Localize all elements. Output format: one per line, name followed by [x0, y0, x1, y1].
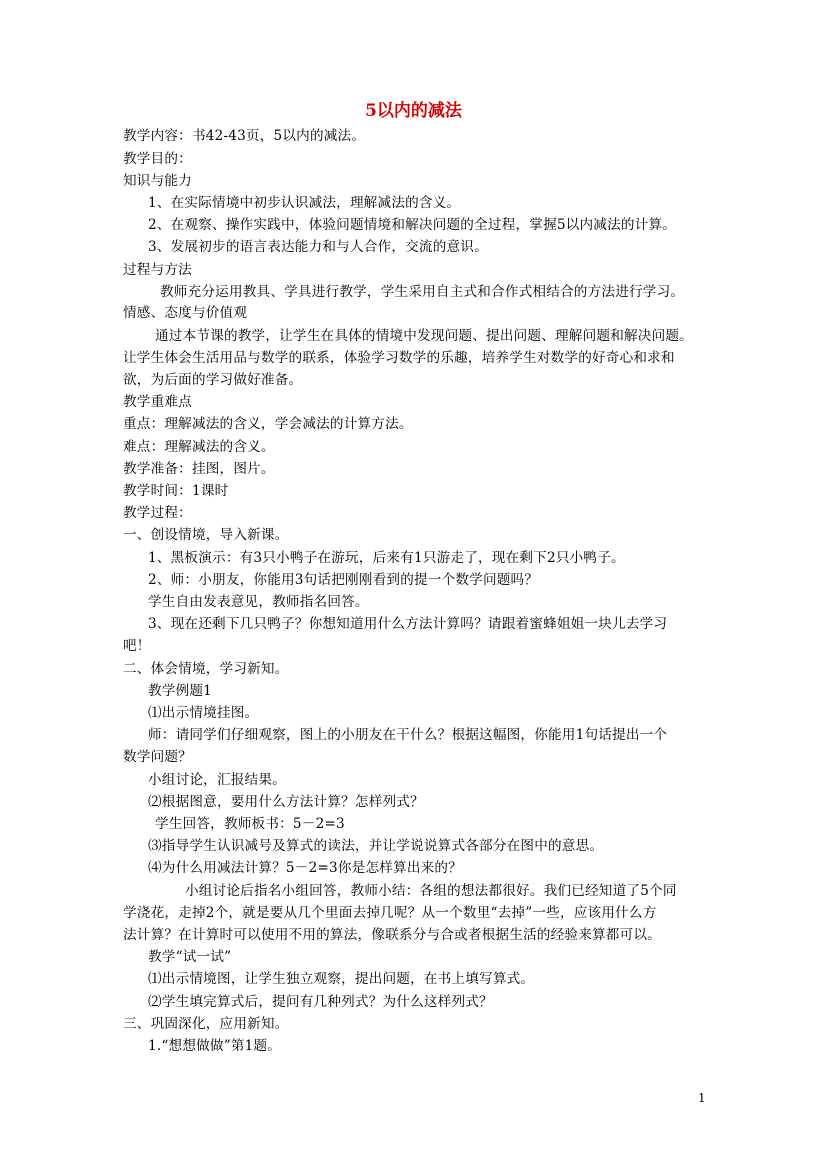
- document-title: 5以内的减法: [365, 101, 462, 121]
- text-line: 教学例题1: [148, 683, 213, 699]
- text-line: 1、黑板演示：有3只小鸭子在游玩，后来有1只游走了，现在剩下2只小鸭子。: [148, 550, 625, 566]
- text-line: 教师充分运用教具、学具进行教学，学生采用自主式和合作式相结合的方法进行学习。: [160, 284, 685, 300]
- text-line: 学生自由发表意见，教师指名回答。: [148, 594, 369, 610]
- text-line-procedure-heading: 教学过程：: [123, 505, 192, 521]
- text-line: 师：请同学们仔细观察，图上的小朋友在干什么？根据这幅图，你能用1句话提出一个: [148, 727, 668, 743]
- text-line: 数学问题？: [123, 749, 192, 765]
- text-line: 3、发展初步的语言表达能力和与人合作，交流的意识。: [148, 239, 488, 255]
- text-line: ⑵根据图意，要用什么方法计算？怎样列式？: [148, 794, 424, 810]
- text-line-attitude-heading: 情感、态度与价值观: [123, 305, 248, 321]
- text-line: 3、现在还剩下几只鸭子？你想知道用什么方法计算吗？请跟着蜜蜂姐姐一块儿去学习: [148, 616, 668, 632]
- text-line: 2、师：小朋友，你能用3句话把刚刚看到的提一个数学问题吗？: [148, 572, 539, 588]
- text-line: 法计算？在计算时可以使用不用的算法，像联系分与合或者根据生活的经验来算都可以。: [123, 927, 661, 943]
- text-line: 教学“试一试”: [148, 949, 232, 965]
- text-line: ⑶指导学生认识减号及算式的读法，并让学说说算式各部分在图中的意思。: [148, 838, 604, 854]
- text-line: 教学时间：1课时: [123, 483, 229, 499]
- text-line-process-heading: 过程与方法: [123, 262, 192, 278]
- text-line: 2、在观察、操作实践中，体验问题情境和解决问题的全过程，掌握5以内减法的计算。: [148, 217, 677, 233]
- text-line: 欲，为后面的学习做好准备。: [123, 372, 303, 388]
- text-line-section-3: 三、巩固深化，应用新知。: [123, 1016, 289, 1032]
- text-line-content: 教学内容：书42-43页，5以内的减法。: [123, 128, 366, 144]
- page-number: 1: [698, 1091, 706, 1105]
- text-line-keypoints-heading: 教学重难点: [123, 394, 192, 410]
- text-line: 吧！: [123, 638, 151, 654]
- text-line: ⑵学生填完算式后，提问有几种列式？为什么这样列式？: [148, 994, 493, 1010]
- text-line: 小组讨论后指名小组回答，教师小结：各组的想法都很好。我们已经知道了5个同: [185, 883, 677, 899]
- text-line: 1、在实际情境中初步认识减法，理解减法的含义。: [148, 195, 461, 211]
- text-line: 学浇花，走掉2个，就是要从几个里面去掉几呢？从一个数里“去掉”一些，应该用什么方: [123, 905, 657, 921]
- text-line: 难点：理解减法的含义。: [123, 439, 275, 455]
- text-line: ⑷为什么用减法计算？5－2=3你是怎样算出来的？: [148, 860, 463, 876]
- text-line: 学生回答，教师板书：5－2=3: [155, 816, 345, 832]
- text-line: 通过本节课的教学，让学生在具体的情境中发现问题、提出问题、理解问题和解决问题。: [155, 328, 693, 344]
- text-line-section-1: 一、创设情境，导入新课。: [123, 527, 289, 543]
- text-line: 教学准备：挂图，图片。: [123, 461, 275, 477]
- text-line-section-2: 二、体会情境，学习新知。: [123, 661, 289, 677]
- text-line: 1.“想想做做”第1题。: [148, 1038, 282, 1054]
- text-line-knowledge-heading: 知识与能力: [123, 173, 192, 189]
- text-line: 让学生体会生活用品与数学的联系，体验学习数学的乐趣，培养学生对数学的好奇心和求和: [123, 350, 675, 366]
- text-line: 重点：理解减法的含义，学会减法的计算方法。: [123, 416, 413, 432]
- text-line: 小组讨论，汇报结果。: [148, 772, 286, 788]
- text-line: ⑴出示情境图，让学生独立观察，提出问题，在书上填写算式。: [148, 971, 535, 987]
- text-line: ⑴出示情境挂图。: [148, 705, 259, 721]
- text-line-objectives: 教学目的：: [123, 151, 192, 167]
